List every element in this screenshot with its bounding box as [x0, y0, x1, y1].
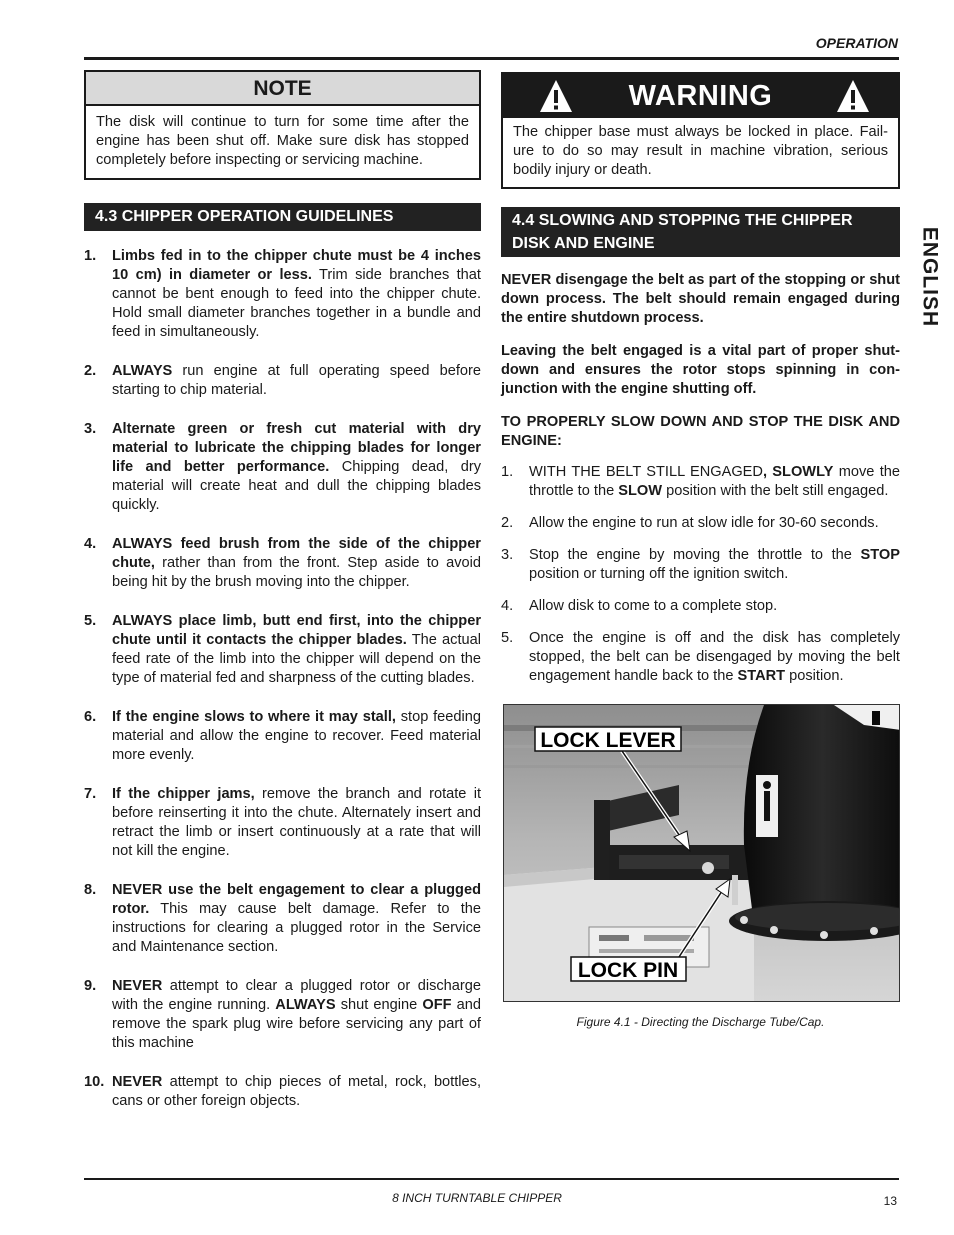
warning-body: The chipper base must always be locked in place. Fail-ure to do so may result in machine vibration, serious bodily injury or death. [513, 124, 888, 178]
right-column [501, 72, 900, 699]
lock-lever-label: LOCK LEVER [540, 729, 676, 752]
bottom-rule [84, 1178, 899, 1180]
list-item: 10. NEVER attempt to chip pieces of metal, rock, bottles, cans or other foreign objects. [84, 1074, 481, 1109]
list-item: 1. Limbs fed in to the chipper chute must be 4 inches 10 cm) in diameter or less. Trim side branches that cannot be bent enough to feed into the chipper chute. Hold small diameter branches together in a bundle and feed in simultaneously. [84, 248, 481, 340]
list-item: 3. Alternate green or fresh cut material with dry material to lubricate the chipping blades for longer life and better performance. Chipping dead, dry material will create heat and dull the chipping blades quickly. [84, 421, 482, 513]
lock-pin-label: LOCK PIN [577, 959, 679, 982]
list-item: 4. ALWAYS feed brush from the side of the chipper chute, rather than from the front. Step aside to avoid being hit by the brush moving into the chipper. [84, 536, 481, 590]
header-section-label: OPERATION [815, 35, 898, 51]
language-side-tab-label: ENGLISH [918, 226, 942, 328]
lock-photo-illustration [504, 705, 900, 1002]
list-item: 8. NEVER use the belt engagement to clear a plugged rotor. This may cause belt damage. Refer to the instructions for clearing a plugged rotor in the Service and Maintenance section. [84, 882, 481, 955]
list-item: 3. Stop the engine by moving the throttle to the STOP position or turning off the ignition switch. [501, 547, 900, 582]
guidelines-list [84, 247, 481, 1111]
list-item: 2. ALWAYS run engine at full operating speed before starting to chip material. [84, 363, 481, 398]
language-side-tab [916, 222, 944, 332]
warning-title: WARNING [628, 80, 773, 112]
figure-lock-photo [503, 704, 900, 1002]
stopping-para-3: TO PROPERLY SLOW DOWN AND STOP THE DISK AND ENGINE: [501, 414, 900, 449]
warning-triangle-icon [835, 78, 871, 114]
top-rule [84, 57, 899, 60]
stopping-steps-list [501, 463, 900, 686]
note-box [84, 70, 481, 180]
note-title: NOTE [86, 72, 479, 106]
section-heading-4-4: 4.4 SLOWING AND STOPPING THE CHIPPER DISK AND ENGINE [501, 207, 900, 257]
warning-header [503, 74, 898, 118]
note-body: The disk will continue to turn for some time after the engine has been shut off. Make sure disk has stopped completely before inspecting or servicing machine. [96, 114, 469, 168]
stopping-para-2: Leaving the belt engaged is a vital part of proper shut-down and ensures the rotor stops spinning in con-junction with the engine shutting off. [501, 343, 900, 397]
list-item: 9. NEVER attempt to clear a plugged rotor or discharge with the engine running. ALWAYS shut engine OFF and remove the spark plug wire before servicing any part of this machine [84, 978, 481, 1051]
list-item: 2. Allow the engine to run at slow idle for 30-60 seconds. [501, 515, 879, 531]
list-item: 5. ALWAYS place limb, butt end first, into the chipper chute until it contacts the chipper blades. The actual feed rate of the limb into the chipper will depend on the type of material fed and sharpness of the cutting blades. [84, 613, 481, 686]
figure-caption: Figure 4.1 - Directing the Discharge Tube/Cap. [576, 1015, 825, 1029]
list-item: 5. Once the engine is off and the disk has completely stopped, the belt can be disengaged by moving the belt engagement handle back to the START position. [501, 630, 900, 684]
stopping-para-1: NEVER disengage the belt as part of the stopping or shut down process. The belt should remain engaged during the entire shutdown process. [501, 272, 900, 326]
list-item: 7. If the chipper jams, remove the branch and rotate it before reinserting it into the chute. Alternately insert and retract the limb or insert continuously at a rate that will not kill the engine. [84, 786, 481, 859]
footer-title: 8 INCH TURNTABLE CHIPPER [392, 1191, 562, 1205]
section-heading-4-3: 4.3 CHIPPER OPERATION GUIDELINES [84, 203, 481, 231]
list-item: 6. If the engine slows to where it may stall, stop feeding material and allow the engine to recover. Feed material more evenly. [84, 709, 481, 763]
list-item: 4. Allow disk to come to a complete stop. [501, 598, 778, 614]
warning-box [501, 72, 900, 189]
left-column [84, 70, 481, 1131]
page-number: 13 [883, 1194, 897, 1208]
list-item: 1. WITH THE BELT STILL ENGAGED, SLOWLY move the throttle to the SLOW position with the belt still engaged. [501, 464, 900, 499]
